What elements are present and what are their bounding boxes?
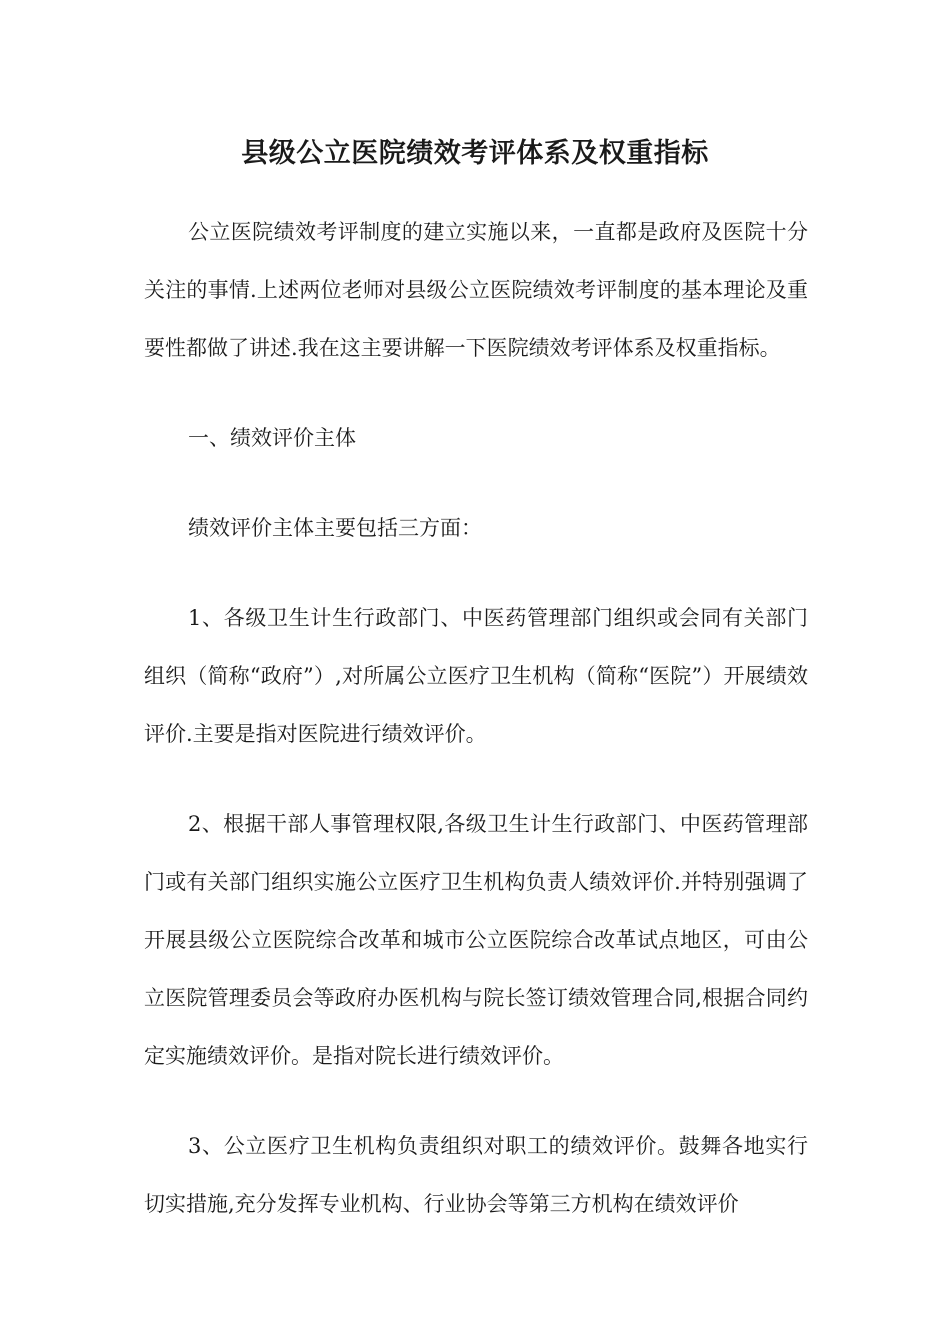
paragraph-item-3: 3、公立医疗卫生机构负责组织对职工的绩效评价。鼓舞各地实行切实措施,充分发挥专业机构、行业协会等第三方机构在绩效评价: [144, 1134, 808, 1216]
paragraph-intro: 公立医院绩效考评制度的建立实施以来，一直都是政府及医院十分关注的事情.上述两位老师对县级公立医院绩效考评制度的基本理论及重要性都做了讲述.我在这主要讲解一下医院绩效考评体系及权重指标。: [144, 220, 808, 360]
paragraph-item-2: 2、根据干部人事管理权限,各级卫生计生行政部门、中医药管理部门或有关部门组织实施公立医疗卫生机构负责人绩效评价.并特别强调了开展县级公立医院综合改革和城市公立医院综合改革试点地区，可由公立医院管理委员会等政府办医机构与院长签订绩效管理合同,根据合同约定实施绩效评价。是指对院长进行绩效评价。: [144, 812, 808, 1068]
paragraph-item-1: 1、各级卫生计生行政部门、中医药管理部门组织或会同有关部门组织（简称“政府”）,对所属公立医疗卫生机构（简称“医院”）开展绩效评价.主要是指对医院进行绩效评价。: [144, 606, 808, 746]
section-heading-evaluation-subject: 一、绩效评价主体: [188, 426, 356, 450]
document-title: 县级公立医院绩效考评体系及权重指标: [241, 138, 709, 169]
paragraph-subject-summary: 绩效评价主体主要包括三方面：: [188, 516, 482, 540]
document-body: [144, 203, 808, 1265]
